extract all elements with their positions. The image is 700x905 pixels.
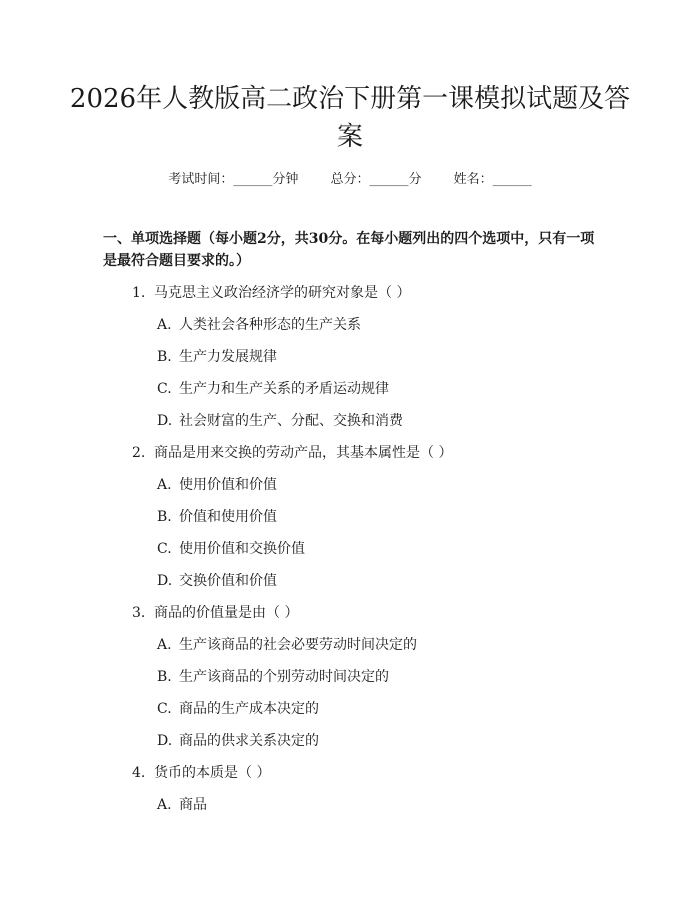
option-letter: A. xyxy=(157,797,172,813)
option-text: 商品的生产成本决定的 xyxy=(179,701,319,717)
question-number: 1. xyxy=(132,285,146,301)
option-text: 交换价值和价值 xyxy=(179,573,277,589)
option-text: 使用价值和价值 xyxy=(179,477,277,493)
answer-option xyxy=(157,346,277,366)
option-letter: A. xyxy=(157,637,172,653)
option-text: 商品 xyxy=(179,797,207,813)
option-letter: B. xyxy=(157,509,172,525)
question-number: 4. xyxy=(132,765,146,781)
answer-option xyxy=(157,506,277,526)
option-text: 使用价值和交换价值 xyxy=(179,541,305,557)
question-text: 货币的本质是（ ） xyxy=(154,765,271,781)
answer-option xyxy=(157,634,417,654)
answer-option xyxy=(157,794,207,814)
answer-option xyxy=(157,314,361,334)
answer-option xyxy=(157,666,389,686)
option-text: 生产力和生产关系的矛盾运动规律 xyxy=(179,381,389,397)
question xyxy=(132,282,410,302)
option-letter: B. xyxy=(157,349,172,365)
option-letter: C. xyxy=(157,381,172,397)
document-title: 2026年人教版高二政治下册第一课模拟试题及答案 xyxy=(69,84,631,152)
exam-score: 总分：______分 xyxy=(330,172,422,187)
question-number: 2. xyxy=(132,445,146,461)
option-letter: C. xyxy=(157,701,172,717)
option-text: 商品的供求关系决定的 xyxy=(179,733,319,749)
answer-option xyxy=(157,730,319,750)
question xyxy=(132,762,270,782)
option-letter: D. xyxy=(157,573,173,589)
option-text: 价值和使用价值 xyxy=(179,509,277,525)
option-text: 生产该商品的个别劳动时间决定的 xyxy=(179,669,389,685)
exam-name: 姓名：______ xyxy=(453,172,532,187)
option-letter: D. xyxy=(157,733,173,749)
exam-time: 考试时间：______分钟 xyxy=(168,172,299,187)
answer-option xyxy=(157,410,403,430)
exam-meta xyxy=(0,168,700,187)
option-text: 生产力发展规律 xyxy=(179,349,277,365)
question-text: 商品是用来交换的劳动产品，其基本属性是（ ） xyxy=(154,445,453,461)
option-text: 生产该商品的社会必要劳动时间决定的 xyxy=(179,637,417,653)
answer-option xyxy=(157,538,305,558)
question xyxy=(132,602,298,622)
option-text: 社会财富的生产、分配、交换和消费 xyxy=(179,413,403,429)
answer-option xyxy=(157,474,277,494)
option-text: 人类社会各种形态的生产关系 xyxy=(179,317,361,333)
option-letter: D. xyxy=(157,413,173,429)
option-letter: C. xyxy=(157,541,172,557)
answer-option xyxy=(157,378,389,398)
question-text: 商品的价值量是由（ ） xyxy=(154,605,299,621)
section-heading: 一、单项选择题（每小题2分，共30分。在每小题列出的四个选项中，只有一项是最符合题目要求的。） xyxy=(103,231,595,269)
answer-option xyxy=(157,570,277,590)
option-letter: A. xyxy=(157,477,172,493)
answer-option xyxy=(157,698,319,718)
option-letter: A. xyxy=(157,317,172,333)
question xyxy=(132,442,452,462)
question-number: 3. xyxy=(132,605,146,621)
option-letter: B. xyxy=(157,669,172,685)
question-text: 马克思主义政治经济学的研究对象是（ ） xyxy=(154,285,411,301)
